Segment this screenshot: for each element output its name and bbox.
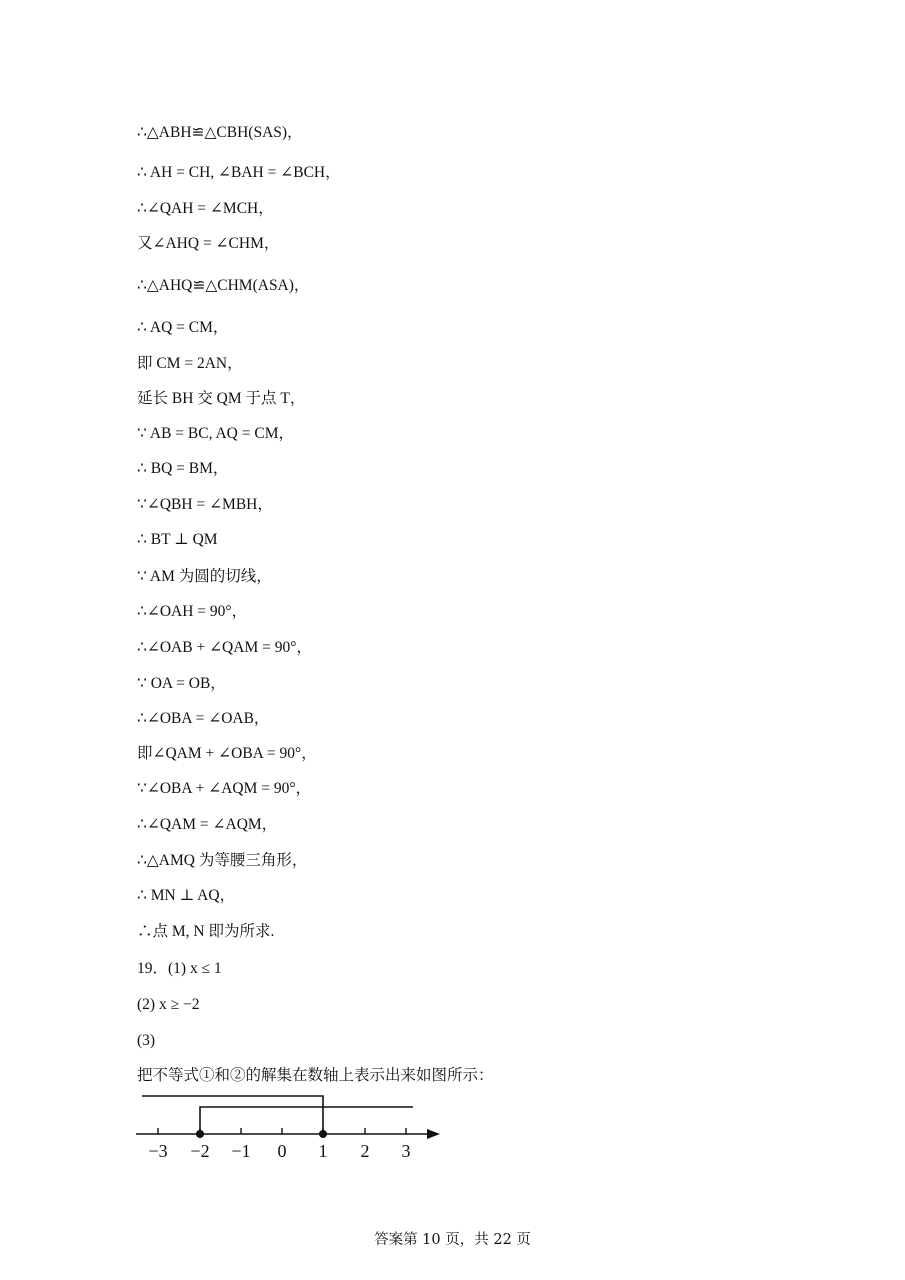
- proof-line-20: ∴∠QAM = ∠AQM，: [137, 816, 278, 833]
- page-footer: 答案第 10 页，共 22 页: [374, 1232, 531, 1248]
- closed-point-neg2: [196, 1130, 204, 1138]
- proof-line-11: ∵∠QBH = ∠MBH，: [137, 496, 273, 513]
- closed-point-1: [319, 1130, 327, 1138]
- proof-line-16: ∵ OA = OB，: [137, 675, 226, 692]
- proof-line-13: ∵ AM 为圆的切线，: [137, 568, 272, 585]
- proof-line-15: ∴∠OAB + ∠QAM = 90°，: [137, 639, 312, 656]
- solution-set-x-le-1: [142, 1096, 323, 1134]
- proof-line-3: ∴∠QAH = ∠MCH，: [137, 200, 274, 217]
- proof-line-14: ∴∠OAH = 90°，: [137, 603, 248, 620]
- solution-set-x-ge-neg2: [200, 1107, 413, 1134]
- tick-label: 1: [318, 1141, 328, 1161]
- proof-line-8: 延长 BH 交 QM 于点 T，: [137, 390, 306, 407]
- proof-line-23: ∴点 M, N 即为所求.: [137, 923, 275, 940]
- proof-line-6: ∴ AQ = CM，: [137, 319, 229, 336]
- answer-19-3: (3): [137, 1032, 156, 1049]
- tick-label: −2: [190, 1141, 210, 1161]
- proof-line-12: ∴ BT ⊥ QM: [137, 531, 218, 548]
- proof-line-22: ∴ MN ⊥ AQ，: [137, 887, 236, 904]
- tick-label: −3: [148, 1141, 168, 1161]
- proof-line-7: 即 CM = 2AN，: [137, 355, 243, 372]
- number-line-caption: 把不等式①和②的解集在数轴上表示出来如图所示：: [137, 1067, 494, 1084]
- tick-label: 3: [401, 1141, 411, 1161]
- tick-label: 2: [360, 1141, 370, 1161]
- axis-arrow: [427, 1129, 440, 1139]
- proof-line-19: ∵∠OBA + ∠AQM = 90°，: [137, 780, 312, 797]
- answer-19-1: 19．(1) x ≤ 1: [137, 960, 222, 977]
- tick-label: 0: [277, 1141, 287, 1161]
- proof-line-21: ∴△AMQ 为等腰三角形，: [137, 852, 308, 869]
- proof-line-9: ∵ AB = BC, AQ = CM，: [137, 425, 294, 442]
- proof-line-2: ∴ AH = CH, ∠BAH = ∠BCH，: [137, 164, 341, 181]
- proof-line-5: ∴△AHQ≌△CHM(ASA)，: [137, 277, 310, 294]
- number-line-figure: [130, 1090, 450, 1174]
- tick-label: −1: [231, 1141, 251, 1161]
- proof-line-10: ∴ BQ = BM，: [137, 460, 229, 477]
- answer-19-2: (2) x ≥ −2: [137, 996, 200, 1013]
- proof-line-17: ∴∠OBA = ∠OAB，: [137, 710, 270, 727]
- proof-line-4: 又∠AHQ = ∠CHM，: [137, 235, 280, 252]
- proof-line-1: ∴△ABH≌△CBH(SAS)，: [137, 124, 303, 141]
- proof-line-18: 即∠QAM + ∠OBA = 90°，: [137, 745, 317, 762]
